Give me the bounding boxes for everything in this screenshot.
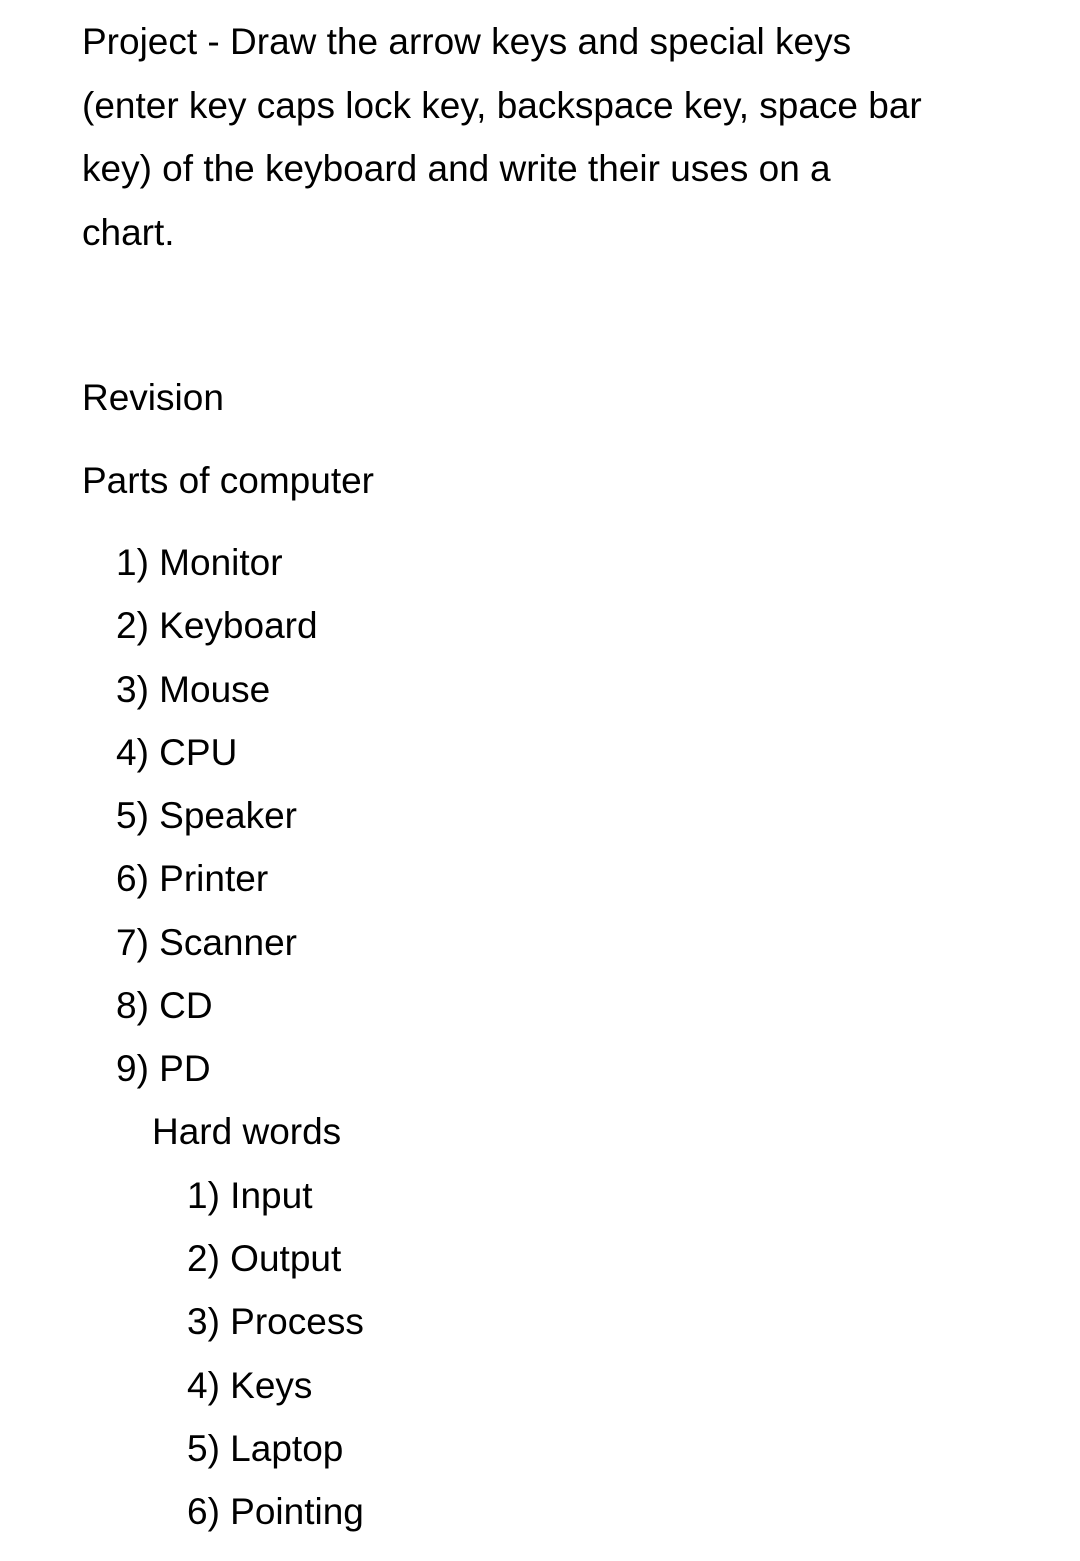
list-item: 5) Speaker [116,795,297,836]
list-item: 7) Scanner [116,922,297,963]
parts-of-computer-heading: Parts of computer [82,460,375,501]
project-line-4: chart. [82,212,175,253]
list-item: 4) Keys [187,1365,313,1406]
list-item: 9) PD [116,1048,211,1089]
list-item: 6) Printer [116,858,269,899]
list-item: 3) Mouse [116,669,271,710]
list-item: 5) Laptop [187,1428,344,1469]
list-item: 4) CPU [116,732,238,773]
hard-words-heading: Hard words [152,1111,342,1152]
list-item: 6) Pointing [187,1491,364,1532]
project-line-3: key) of the keyboard and write their uses on a [82,148,831,189]
project-line-2: (enter key caps lock key, backspace key, space bar [82,85,922,126]
project-line-1: Project - Draw the arrow keys and special keys [82,21,852,62]
list-item: 8) CD [116,985,213,1026]
list-item: 3) Process [187,1301,364,1342]
list-item: 1) Monitor [116,542,283,583]
list-item: 2) Output [187,1238,342,1279]
list-item: 1) Input [187,1175,313,1216]
list-item: 2) Keyboard [116,605,318,646]
revision-heading: Revision [82,377,224,418]
